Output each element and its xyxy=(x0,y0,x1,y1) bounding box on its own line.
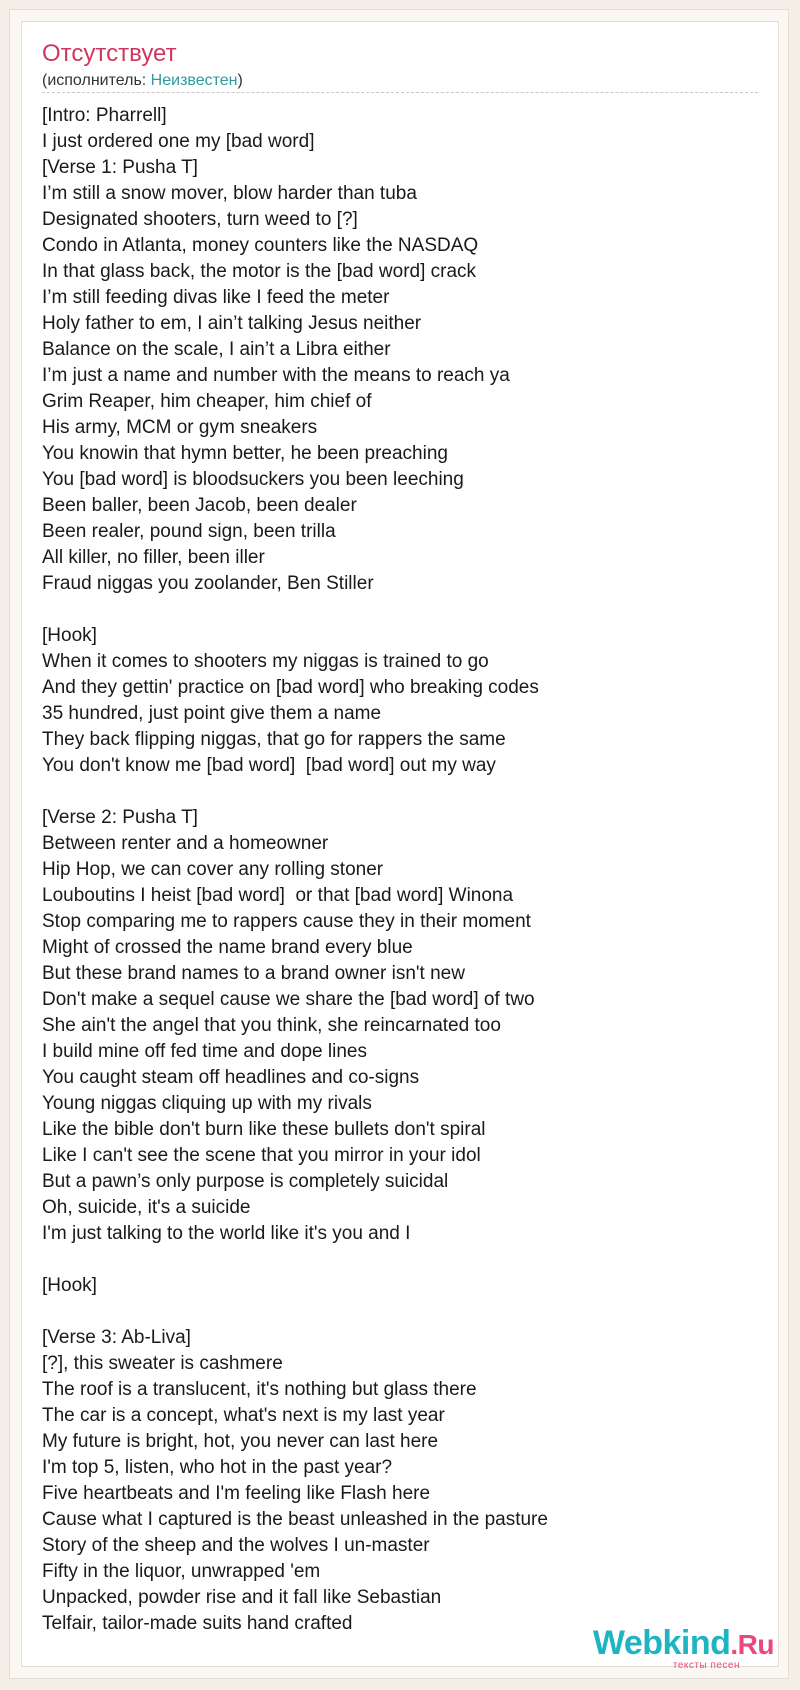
lyrics-line: Fifty in the liquor, unwrapped 'em xyxy=(42,1561,321,1582)
lyrics-line: Like I can't see the scene that you mirror in your idol xyxy=(42,1145,481,1166)
lyrics-line: Hip Hop, we can cover any rolling stoner xyxy=(42,859,384,880)
lyrics-line: But a pawn’s only purpose is completely suicidal xyxy=(42,1171,449,1192)
lyrics-line: Five heartbeats and I'm feeling like Flash here xyxy=(42,1483,431,1504)
lyrics-line: In that glass back, the motor is the [bad word] crack xyxy=(42,261,477,282)
artist-line xyxy=(42,72,243,90)
lyrics-line: Balance on the scale, I ain’t a Libra either xyxy=(42,339,391,360)
lyrics-blank-line xyxy=(42,1247,772,1273)
title-divider xyxy=(42,92,758,93)
lyrics-line: I’m just a name and number with the means to reach ya xyxy=(42,365,510,386)
lyrics-line: His army, MCM or gym sneakers xyxy=(42,417,318,438)
lyrics-line: You don't know me [bad word] [bad word] out my way xyxy=(42,755,496,776)
lyrics-line: She ain't the angel that you think, she reincarnated too xyxy=(42,1015,501,1036)
lyrics-line: Telfair, tailor-made suits hand crafted xyxy=(42,1613,353,1634)
lyrics-line: They back flipping niggas, that go for rappers the same xyxy=(42,729,506,750)
lyrics-line: Like the bible don't burn like these bullets don't spiral xyxy=(42,1119,486,1140)
lyrics-line: You knowin that hymn better, he been preaching xyxy=(42,443,448,464)
lyrics-line: Been realer, pound sign, been trilla xyxy=(42,521,336,542)
lyrics-line: I build mine off fed time and dope lines xyxy=(42,1041,367,1062)
lyrics-line: Designated shooters, turn weed to [?] xyxy=(42,209,358,230)
lyrics-line: Cause what I captured is the beast unleashed in the pasture xyxy=(42,1509,548,1530)
lyrics-line: Holy father to em, I ain’t talking Jesus neither xyxy=(42,313,422,334)
lyrics-line: Between renter and a homeowner xyxy=(42,833,329,854)
lyrics-line: Story of the sheep and the wolves I un-master xyxy=(42,1535,430,1556)
webkind-logo[interactable] xyxy=(584,1624,774,1670)
lyrics-line: My future is bright, hot, you never can last here xyxy=(42,1431,439,1452)
lyrics-line: [Verse 1: Pusha T] xyxy=(42,157,198,178)
artist-suffix: ) xyxy=(237,72,243,89)
lyrics-line: [Intro: Pharrell] xyxy=(42,105,167,126)
logo-main-text: Webkind xyxy=(592,1624,731,1662)
lyrics-line: Fraud niggas you zoolander, Ben Stiller xyxy=(42,573,374,594)
lyrics-line: The car is a concept, what's next is my last year xyxy=(42,1405,445,1426)
lyrics-line: [?], this sweater is cashmere xyxy=(42,1353,283,1374)
lyrics-line: And they gettin' practice on [bad word] who breaking codes xyxy=(42,677,539,698)
lyrics-line: [Verse 2: Pusha T] xyxy=(42,807,198,828)
lyrics-blank-line xyxy=(42,597,772,623)
lyrics-line: Been baller, been Jacob, been dealer xyxy=(42,495,357,516)
lyrics-line: I'm just talking to the world like it's you and I xyxy=(42,1223,411,1244)
lyrics-line: Don't make a sequel cause we share the [bad word] of two xyxy=(42,989,535,1010)
artist-prefix: (исполнитель: xyxy=(42,72,151,89)
lyrics-line: [Hook] xyxy=(42,1275,97,1296)
lyrics-line: When it comes to shooters my niggas is trained to go xyxy=(42,651,489,672)
lyrics-line: Louboutins I heist [bad word] or that [bad word] Winona xyxy=(42,885,514,906)
artist-link[interactable]: Неизвестен xyxy=(150,72,238,89)
lyrics-line: All killer, no filler, been iller xyxy=(42,547,265,568)
lyrics-line: You caught steam off headlines and co-signs xyxy=(42,1067,420,1088)
lyrics-line: Unpacked, powder rise and it fall like Sebastian xyxy=(42,1587,442,1608)
logo-wordmark xyxy=(593,1624,774,1663)
lyrics-blank-line xyxy=(42,779,772,805)
lyrics-line: You [bad word] is bloodsuckers you been leeching xyxy=(42,469,464,490)
lyrics-line: Oh, suicide, it's a suicide xyxy=(42,1197,251,1218)
lyrics-text xyxy=(42,103,772,1637)
lyrics-line: I just ordered one my [bad word] xyxy=(42,131,315,152)
lyrics-line: [Verse 3: Ab-Liva] xyxy=(42,1327,191,1348)
lyrics-line: I'm top 5, listen, who hot in the past year? xyxy=(42,1457,393,1478)
lyrics-line: I’m still a snow mover, blow harder than tuba xyxy=(42,183,417,204)
lyrics-line: Condo in Atlanta, money counters like the NASDAQ xyxy=(42,235,479,256)
logo-tld: .Ru xyxy=(730,1629,774,1660)
logo-tagline: тексты песен xyxy=(672,1660,740,1671)
lyrics-line: But these brand names to a brand owner isn't new xyxy=(42,963,465,984)
lyrics-line: 35 hundred, just point give them a name xyxy=(42,703,382,724)
lyrics-line: I’m still feeding divas like I feed the meter xyxy=(42,287,390,308)
lyrics-line: Young niggas cliquing up with my rivals xyxy=(42,1093,372,1114)
lyrics-line: Might of crossed the name brand every blue xyxy=(42,937,413,958)
lyrics-line: Grim Reaper, him cheaper, him chief of xyxy=(42,391,372,412)
lyrics-line: [Hook] xyxy=(42,625,97,646)
lyrics-line: The roof is a translucent, it's nothing but glass there xyxy=(42,1379,477,1400)
lyrics-blank-line xyxy=(42,1299,772,1325)
song-title: Отсутствует xyxy=(42,40,177,67)
lyrics-line: Stop comparing me to rappers cause they in their moment xyxy=(42,911,531,932)
